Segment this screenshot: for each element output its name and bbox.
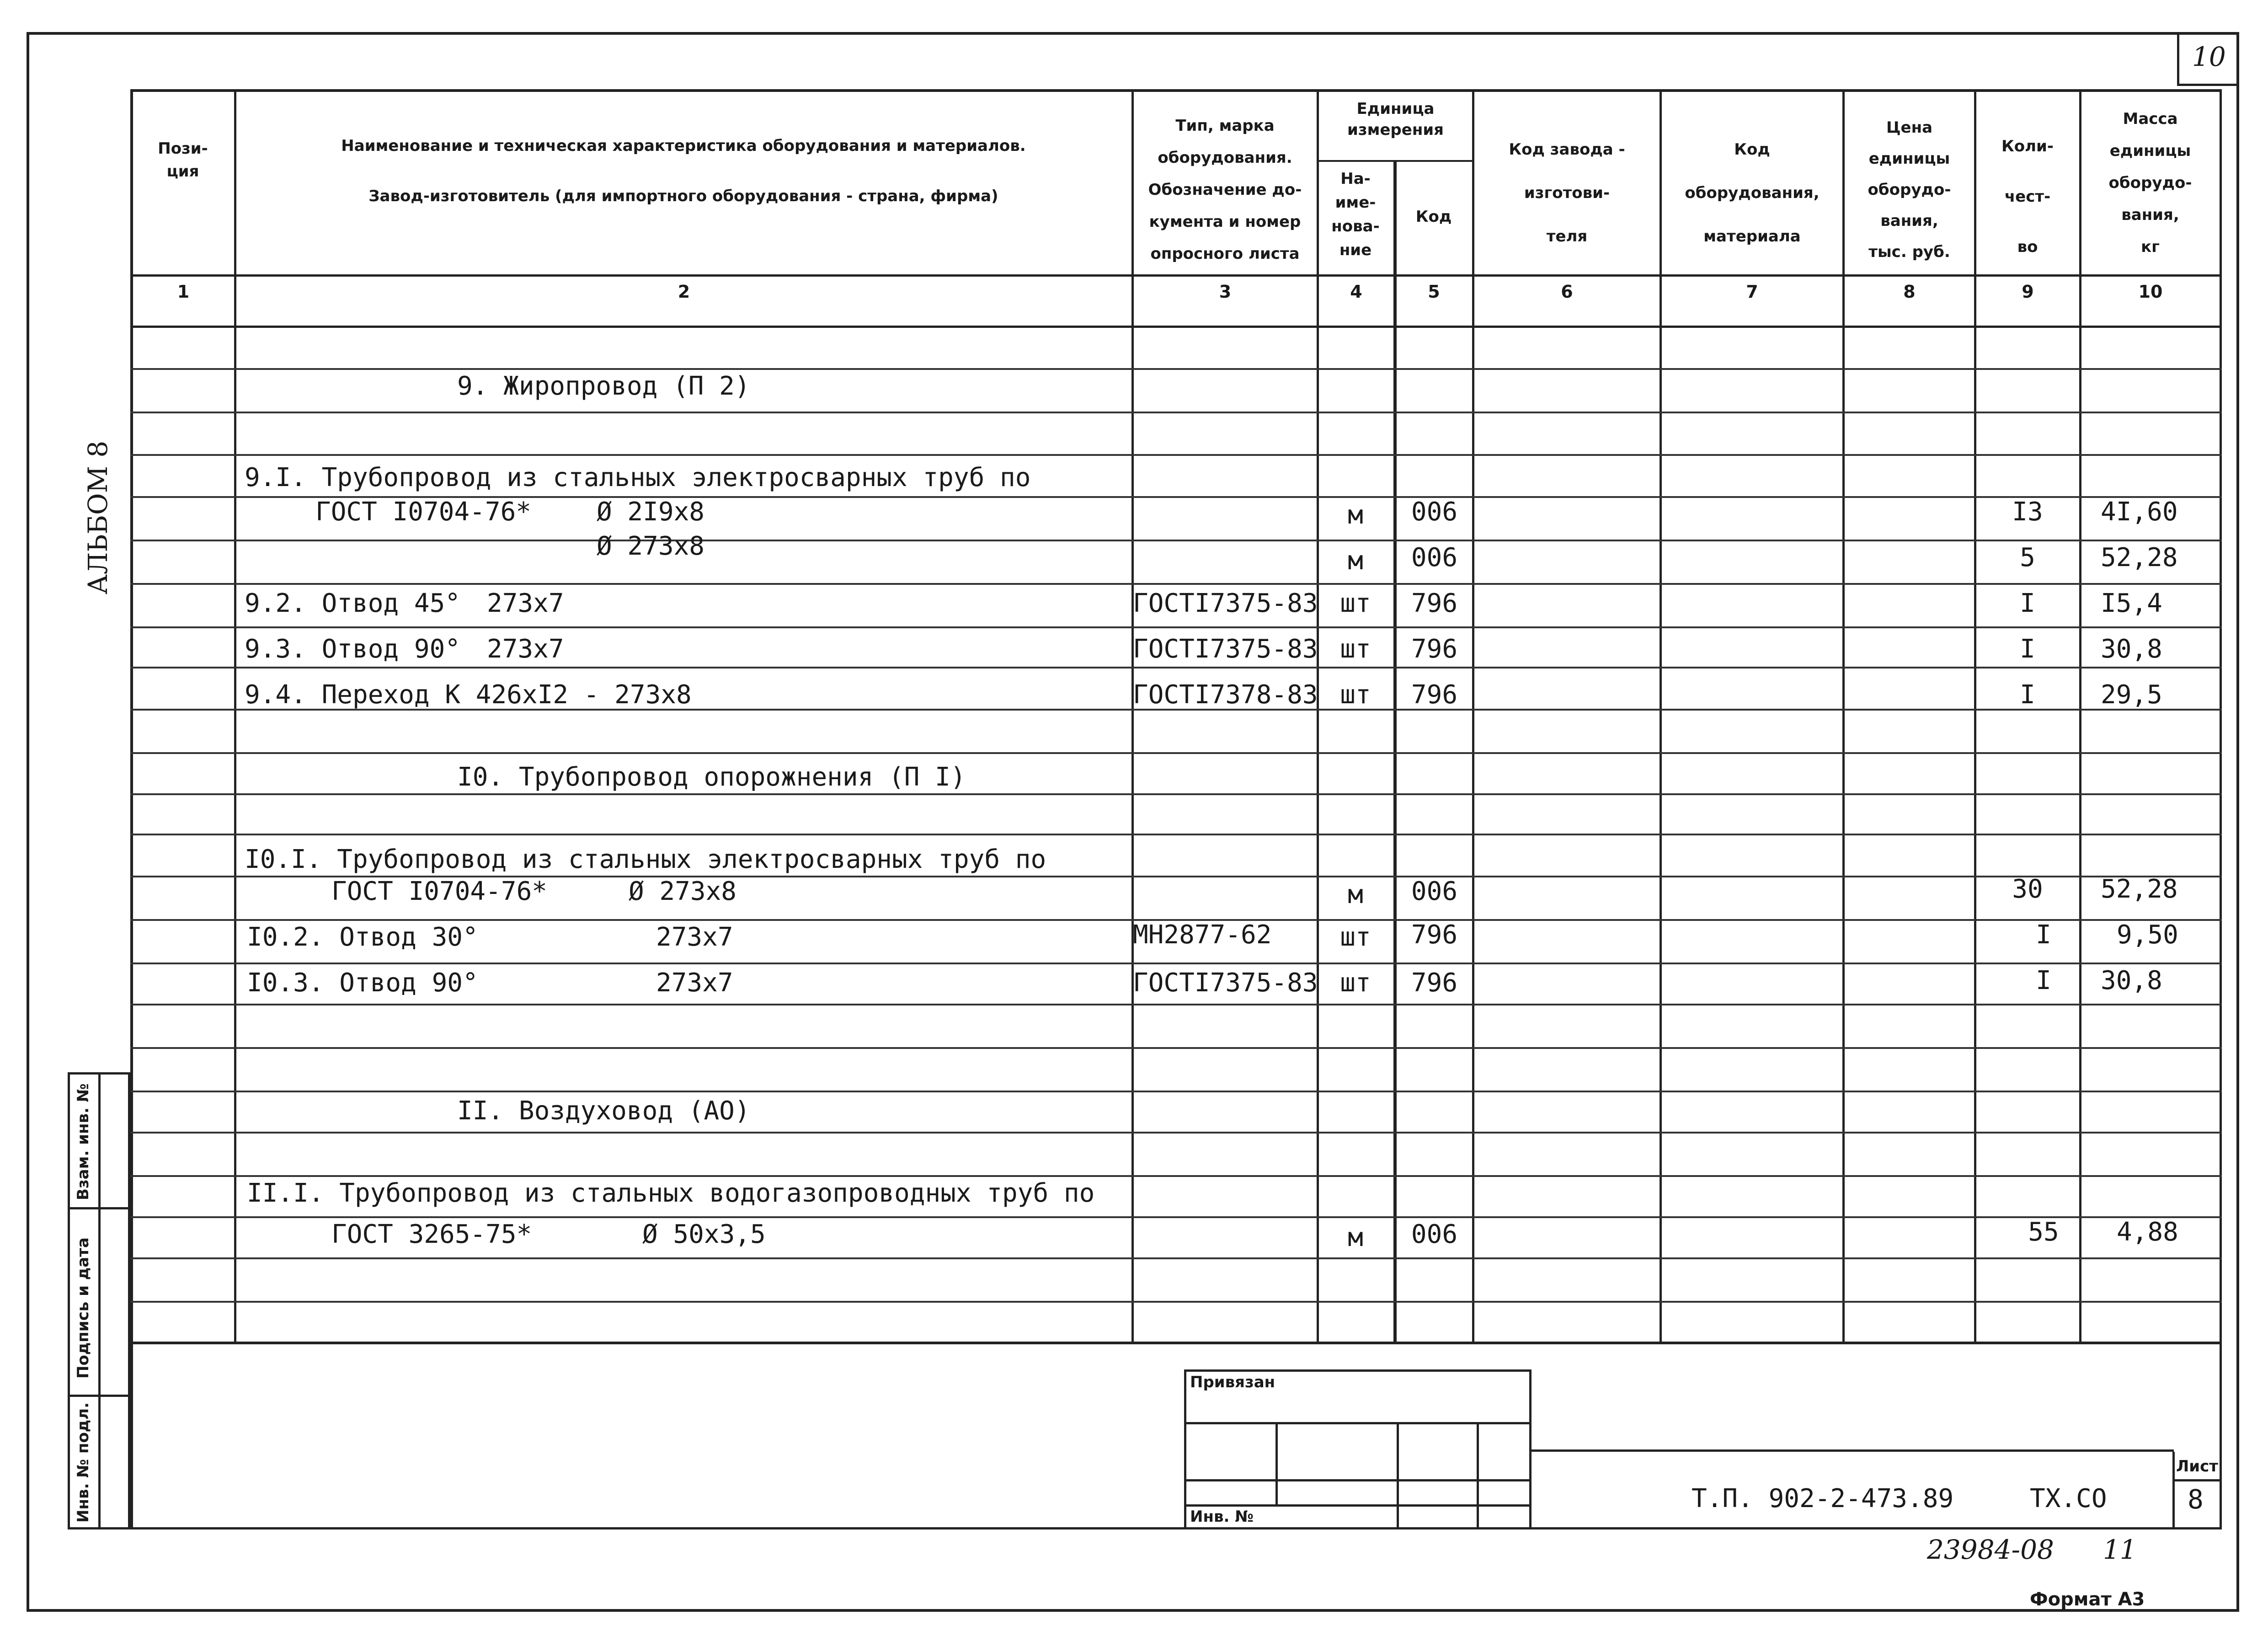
row-line [130,963,2222,964]
header-equipment-code: Код оборудования, материала [1685,140,1820,246]
row-line [130,1257,2222,1259]
quantity: I [2036,920,2051,950]
inv-number-label: Инв. № [1190,1508,1254,1526]
header-divider [130,274,2222,277]
header-type: Тип, марка оборудования. Обозначение до- кумента и номер опросного листа [1148,117,1302,263]
quantity: I [2020,680,2035,710]
unit-name: шт [1340,634,1371,664]
item-spec: Ø 273x8 [629,877,737,906]
quantity: I3 [2012,497,2043,527]
unit-name: м [1348,880,1363,909]
column-number: 3 [1219,282,1232,302]
item-name: I0.I. Трубопровод из стальных электросварных труб по [245,845,1046,874]
unit-name: шт [1340,922,1371,952]
binding-row [1184,1504,1532,1507]
unit-name: шт [1340,680,1371,710]
binding-label: Привязан [1190,1373,1275,1391]
column-number: 6 [1561,282,1573,302]
sheet-number: 8 [2188,1484,2204,1515]
album-label: АЛЬБОМ 8 [82,440,113,594]
item-name: ГОСТ I0704-76* [331,877,548,906]
section-title: II. Воздуховод (АО) [457,1096,750,1126]
archive-number: 23984-08 [1927,1534,2054,1565]
item-spec: 273x7 [656,968,733,998]
item-name: 9.2. Отвод 45° [245,588,461,618]
column-number: 9 [2022,282,2034,302]
section-title: 9. Жиропровод (П 2) [457,371,750,401]
specification-table [130,89,2222,1344]
unit-name: шт [1340,588,1371,618]
item-spec: Ø 50x3,5 [642,1219,766,1249]
item-name: I0.2. Отвод 30° [247,922,478,952]
row-line [130,1216,2222,1218]
unit-name: м [1348,1223,1363,1252]
mass: 52,28 [2101,874,2178,904]
header-quantity: Коли- чест- во [2001,137,2054,256]
binding-row [1184,1422,1532,1424]
item-name: 9.I. Трубопровод из стальных электросварных труб по [245,463,1031,492]
document-type: ГОСТI7378-83 [1133,680,1318,710]
document-type: МН2877-62 [1133,920,1272,950]
sheet-label: Лист [2176,1457,2218,1476]
unit-code: 006 [1411,1219,1458,1249]
row-line [130,667,2222,668]
item-name: 9.3. Отвод 90° [245,634,461,664]
unit-code: 796 [1411,634,1458,664]
binding-col [1477,1422,1479,1527]
column-number: 7 [1746,282,1758,302]
item-name: I0.3. Отвод 90° [247,968,478,998]
header-factory-code: Код завода - изготови- теля [1509,140,1625,246]
document-type: ГОСТI7375-83 [1133,634,1318,664]
row-line [130,752,2222,754]
item-name: 9.4. Переход К 426xI2 - 273x8 [245,680,692,710]
item-name: II.I. Трубопровод из стальных водогазопроводных труб по [247,1178,1095,1208]
unit-code: 006 [1411,497,1458,527]
column-number: 8 [1903,282,1916,302]
item-spec: Ø 2I9x8 [597,497,705,527]
item-spec: 273x7 [487,588,564,618]
mass: 52,28 [2101,543,2178,572]
row-line [130,1301,2222,1303]
col-line-1 [234,89,236,1344]
left-margin-line [130,89,133,1529]
unit-name: м [1348,500,1363,530]
quantity: 30 [2012,874,2043,904]
row-line [130,412,2222,413]
column-number: 10 [2138,282,2163,302]
col-line-9 [2079,89,2081,1344]
mass: 4I,60 [2101,497,2178,527]
row-line [130,834,2222,835]
sheet-box-divider [2172,1479,2222,1481]
header-unit-name: На- име- нова- ние [1331,170,1380,259]
side-stamp-inv: Инв. № подл. [74,1402,92,1523]
item-spec: 273x7 [656,922,733,952]
header-position: Пози- ция [158,139,208,181]
mass: 30,8 [2101,966,2162,995]
col-line-7 [1842,89,1845,1344]
row-line [130,1132,2222,1134]
col-line-2 [1131,89,1134,1344]
quantity: I [2020,634,2035,664]
side-stamp-row [68,1395,130,1397]
row-line [130,793,2222,795]
header-unit-code: Код [1415,208,1452,226]
col-line-5 [1472,89,1474,1344]
quantity: 5 [2020,543,2035,572]
binding-col [1275,1422,1278,1504]
unit-code: 796 [1411,968,1458,998]
quantity: I [2020,588,2035,618]
row-line [130,583,2222,585]
unit-code: 796 [1411,588,1458,618]
section-title: I0. Трубопровод опорожнения (П I) [457,762,966,792]
item-spec: Ø 273x8 [597,531,705,561]
column-number: 1 [177,282,190,302]
binding-block [1184,1369,1532,1527]
side-stamp-divider [98,1072,101,1529]
corner-sheet-number: 10 [2192,41,2226,72]
header-name-line1: Наименование и техническая характеристика оборудования и материалов. [341,137,1026,155]
mass: I5,4 [2101,588,2162,618]
mass: 9,50 [2117,920,2178,950]
quantity: I [2036,966,2051,995]
archive-page: 11 [2103,1534,2137,1565]
unit-code: 006 [1411,877,1458,906]
document-type: ГОСТI7375-83 [1133,968,1318,998]
document-mark: ТХ.СО [2030,1484,2107,1513]
row-line [130,1091,2222,1092]
item-name: ГОСТ I0704-76* [315,497,532,527]
mass: 30,8 [2101,634,2162,664]
col-line-6 [1660,89,1662,1344]
binding-row [1184,1479,1532,1481]
col-line-10 [2220,89,2222,1344]
designation-top-line [1532,1449,2174,1452]
col-line-8 [1974,89,1976,1344]
document-type: ГОСТI7375-83 [1133,588,1318,618]
binding-col [1397,1422,1399,1527]
document-designation: Т.П. 902-2-473.89 [1692,1484,1954,1513]
header-price: Цена единицы оборудо- вания, тыс. руб. [1868,118,1951,261]
header-unit-group: Единица измерения [1347,100,1444,139]
column-number: 2 [678,282,690,302]
row-line [130,626,2222,628]
quantity: 55 [2028,1217,2059,1247]
colnum-divider [130,326,2222,328]
mass: 29,5 [2101,680,2162,710]
row-line [130,1004,2222,1005]
bottom-frame-line [130,1527,2222,1529]
unit-code: 006 [1411,543,1458,572]
row-line [130,368,2222,370]
item-spec: 273x7 [487,634,564,664]
unit-code: 796 [1411,680,1458,710]
header-name-line2: Завод-изготовитель (для импортного оборудования - страна, фирма) [368,187,998,205]
format-label: Формат А3 [2030,1589,2145,1610]
side-stamp-row [68,1207,130,1209]
item-name: ГОСТ 3265-75* [331,1219,532,1249]
unit-name: м [1348,546,1363,576]
header-mass: Масса единицы оборудо- вания, кг [2108,110,2192,256]
unit-name: шт [1340,968,1371,998]
row-line [130,540,2222,541]
column-number: 5 [1428,282,1440,302]
row-line [130,1047,2222,1049]
row-line [130,454,2222,456]
col-line-3 [1317,89,1319,1344]
side-stamp-podpis: Подпись и дата [74,1237,92,1379]
row-line [130,1175,2222,1177]
column-number: 4 [1350,282,1362,302]
mass: 4,88 [2117,1217,2178,1247]
unit-code: 796 [1411,920,1458,950]
side-stamp-vzam: Взам. инв. № [74,1083,92,1200]
